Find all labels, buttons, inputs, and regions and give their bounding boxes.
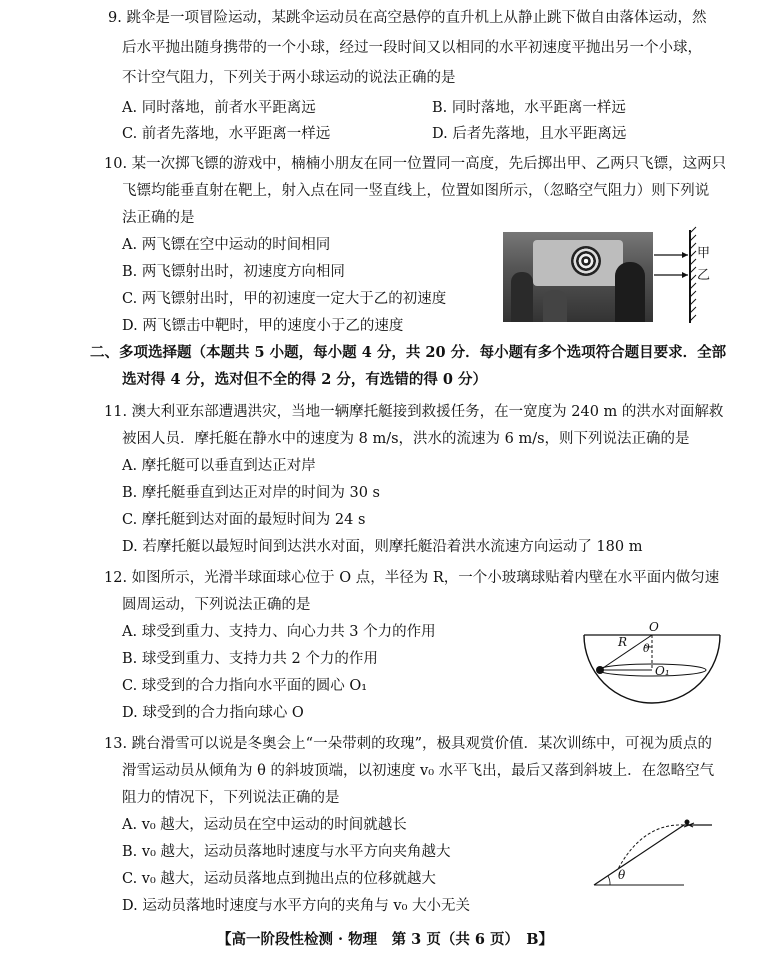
q10-option-c: C. 两飞镖射出时，甲的初速度一定大于乙的初速度 — [122, 291, 447, 307]
q9-line2: 后水平抛出随身携带的一个小球，经过一段时间又以相同的水平初速度平抛出另一个小球， — [122, 40, 702, 56]
q10-option-a: A. 两飞镖在空中运动的时间相同 — [122, 237, 331, 253]
q13-option-c: C. v₀ 越大，运动员落地点到抛出点的位移就越大 — [122, 871, 436, 887]
q10-line1: 10. 某一次掷飞镖的游戏中，楠楠小朋友在同一位置同一高度，先后掷出甲、乙两只飞镖，这两只 — [104, 156, 727, 172]
q10-option-b: B. 两飞镖射出时，初速度方向相同 — [122, 264, 345, 280]
q9-option-c: C. 前者先落地，水平距离一样远 — [122, 126, 331, 142]
q11-option-b: B. 摩托艇垂直到达正对岸的时间为 30 s — [122, 485, 380, 501]
q9-option-d: D. 后者先落地，且水平距离远 — [432, 126, 627, 142]
q12-option-b: B. 球受到重力、支持力共 2 个力的作用 — [122, 651, 378, 667]
q13-option-a: A. v₀ 越大，运动员在空中运动的时间就越长 — [122, 817, 407, 833]
label-o1: O₁ — [655, 664, 670, 678]
label-r: R — [618, 635, 628, 649]
q13-option-d: D. 运动员落地时速度与水平方向的夹角与 v₀ 大小无关 — [122, 898, 471, 914]
q9-option-a: A. 同时落地，前者水平距离远 — [122, 100, 316, 116]
q11-option-c: C. 摩托艇到达对面的最短时间为 24 s — [122, 512, 366, 528]
q12-option-d: D. 球受到的合力指向球心 O — [122, 705, 304, 721]
q10-line2: 飞镖均能垂直射在靶上，射入点在同一竖直线上，位置如图所示，（忽略空气阻力）则下列说 — [122, 183, 710, 199]
q13-line1: 13. 跳台滑雪可以说是冬奥会上“一朵带刺的玫瑰”，极具观赏价值．某次训练中，可视为质点的 — [104, 736, 712, 752]
q11-option-a: A. 摩托艇可以垂直到达正对岸 — [122, 458, 316, 474]
q12-option-a: A. 球受到重力、支持力、向心力共 3 个力的作用 — [122, 624, 436, 640]
section2-line1: 二、多项选择题（本题共 5 小题，每小题 4 分，共 20 分．每小题有多个选项符合题目要求．全部 — [90, 344, 727, 361]
photo-person — [543, 290, 567, 322]
dart-game-photo — [503, 232, 653, 322]
q13-option-b: B. v₀ 越大，运动员落地时速度与水平方向夹角越大 — [122, 844, 451, 860]
q12-line2: 圆周运动，下列说法正确的是 — [122, 597, 311, 613]
ski-slope-figure — [588, 815, 718, 890]
page-footer: 【高一阶段性检测 · 物理 第 3 页（共 6 页） B】 — [216, 931, 554, 948]
q13-line2: 滑雪运动员从倾角为 θ 的斜坡顶端，以初速度 v₀ 水平飞出，最后又落到斜坡上．在忽略空气 — [122, 763, 715, 779]
section2-line2: 选对得 4 分，选对但不全的得 2 分，有选错的得 0 分） — [122, 371, 488, 388]
photo-person — [511, 272, 533, 322]
q9-line3: 不计空气阻力，下列关于两小球运动的说法正确的是 — [122, 70, 456, 86]
q11-line1: 11. 澳大利亚东部遭遇洪灾，当地一辆摩托艇接到救援任务，在一宽度为 240 m 的洪水对面解救 — [104, 404, 724, 420]
q10-option-d: D. 两飞镖击中靶时，甲的速度小于乙的速度 — [122, 318, 404, 334]
label-yi: 乙 — [697, 268, 711, 283]
q11-line2: 被困人员．摩托艇在静水中的速度为 8 m/s，洪水的流速为 6 m/s，则下列说法正确的是 — [122, 431, 690, 447]
q13-line3: 阻力的情况下，下列说法正确的是 — [122, 790, 340, 806]
dartboard-shape — [571, 246, 601, 276]
q11-option-d: D. 若摩托艇以最短时间到达洪水对面，则摩托艇沿着洪水流速方向运动了 180 m — [122, 539, 643, 555]
photo-person — [615, 262, 645, 322]
slope-theta-label: θ — [618, 868, 626, 882]
q9-line1: 9. 跳伞是一项冒险运动，某跳伞运动员在高空悬停的直升机上从静止跳下做自由落体运动，然 — [108, 10, 707, 26]
q9-option-b: B. 同时落地，水平距离一样远 — [432, 100, 626, 116]
label-theta: θ — [643, 642, 650, 655]
q12-option-c: C. 球受到的合力指向水平面的圆心 O₁ — [122, 678, 368, 694]
q10-line3: 法正确的是 — [122, 210, 195, 226]
q12-line1: 12. 如图所示，光滑半球面球心位于 O 点，半径为 R，一个小玻璃球贴着内壁在水平面内做匀速 — [104, 570, 720, 586]
label-jia: 甲 — [697, 246, 711, 261]
label-o: O — [649, 620, 659, 634]
